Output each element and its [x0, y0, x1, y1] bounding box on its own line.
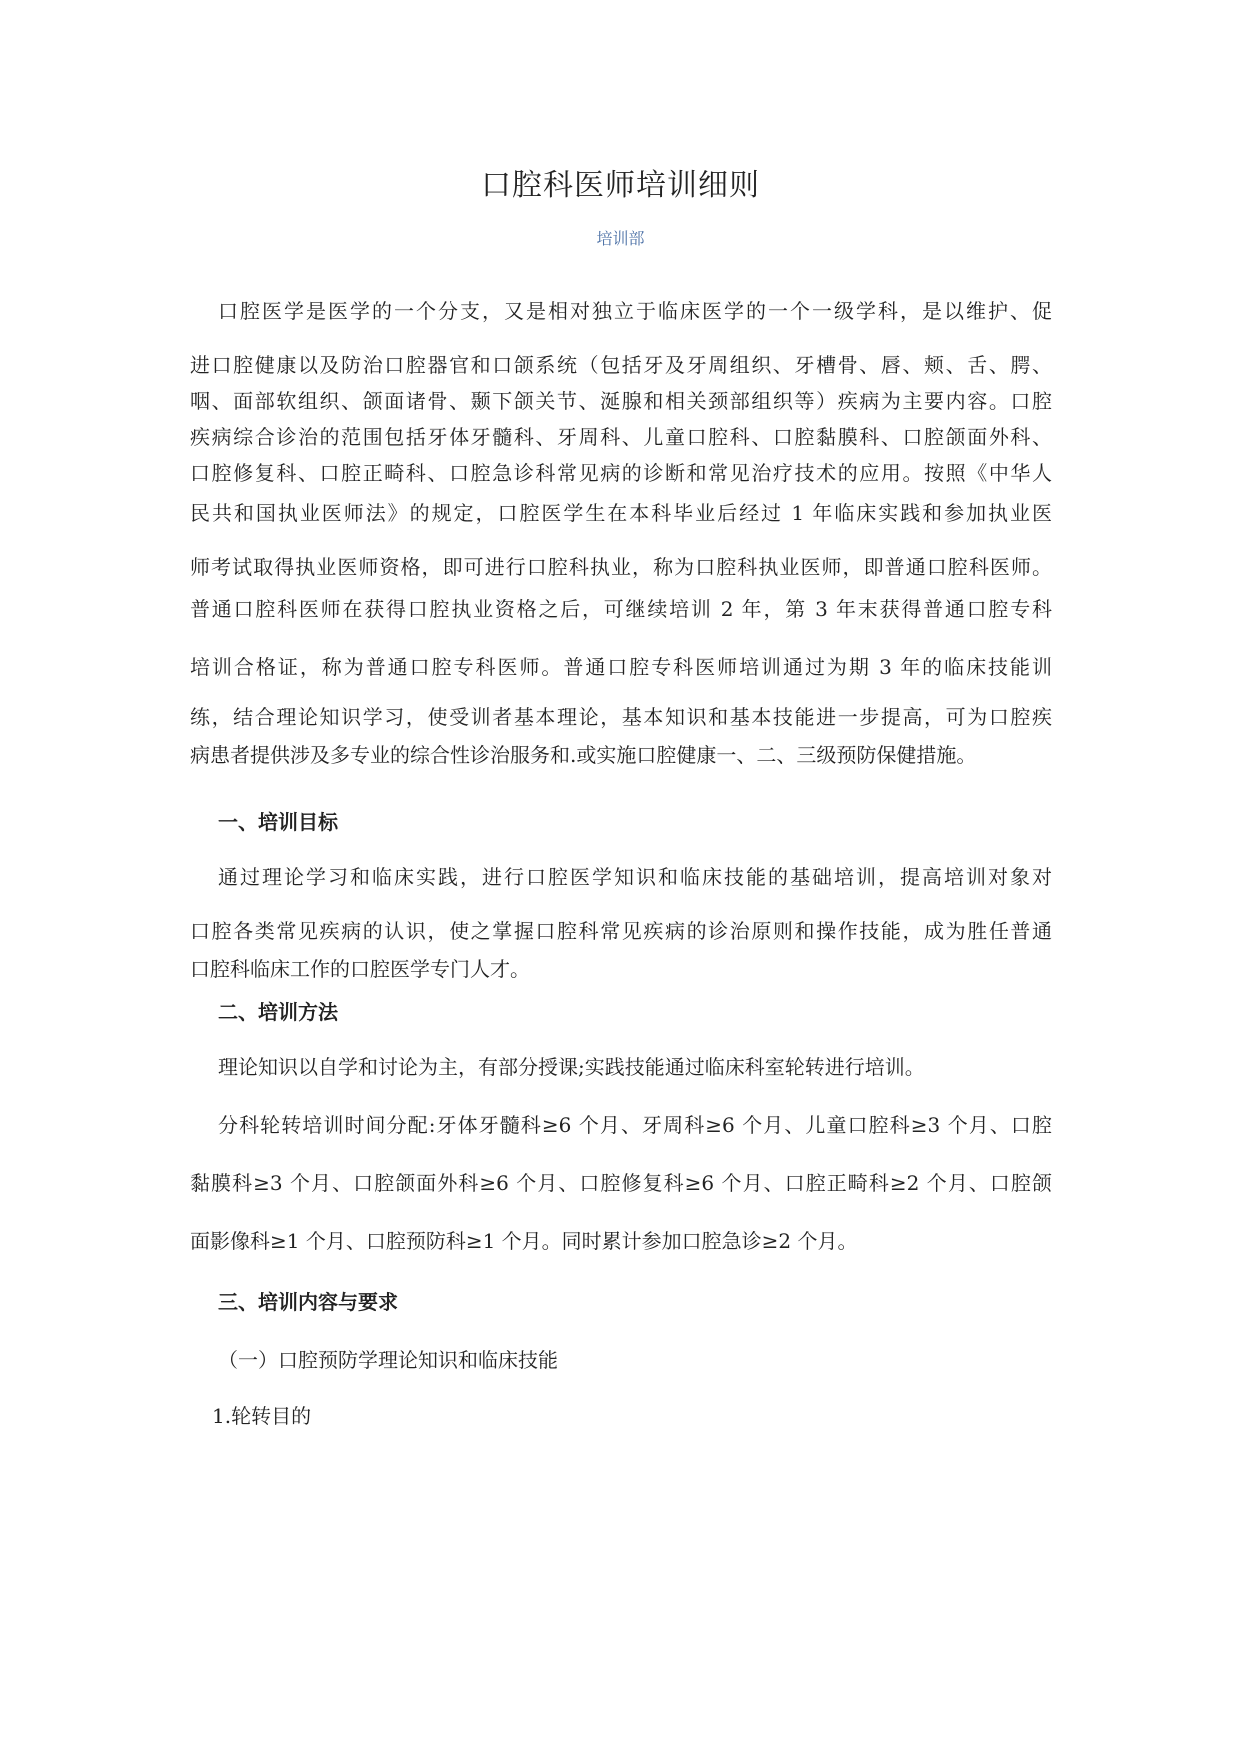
goals-line-2: 口腔各类常见疾病的认识，使之掌握口腔科常见疾病的诊治原则和操作技能，成为胜任普通 — [190, 919, 1052, 943]
goals-line-3: 口腔科临床工作的口腔医学专门人才。 — [190, 957, 530, 981]
goals-line-1: 通过理论学习和临床实践，进行口腔医学知识和临床技能的基础培训，提高培训对象对 — [218, 865, 1052, 889]
intro-line-7: 师考试取得执业医师资格，即可进行口腔科执业，称为口腔科执业医师，即普通口腔科医师。 — [190, 555, 1052, 579]
intro-line-3: 咽、面部软组织、颌面诸骨、颞下颌关节、涎腺和相关颈部组织等）疾病为主要内容。口腔 — [190, 389, 1052, 413]
document-author: 培训部 — [596, 229, 645, 248]
methods-para-1: 理论知识以自学和讨论为主，有部分授课;实践技能通过临床科室轮转进行培训。 — [218, 1055, 925, 1079]
section-heading-goals: 一、培训目标 — [218, 810, 338, 834]
methods-para-2-line-3: 面影像科≥1 个月、口腔预防科≥1 个月。同时累计参加口腔急诊≥2 个月。 — [190, 1229, 858, 1253]
intro-line-6: 民共和国执业医师法》的规定，口腔医学生在本科毕业后经过 1 年临床实践和参加执业医 — [190, 501, 1052, 525]
methods-para-2-line-1: 分科轮转培训时间分配:牙体牙髓科≥6 个月、牙周科≥6 个月、儿童口腔科≥3 个月、口腔 — [218, 1113, 1052, 1137]
intro-line-10: 练，结合理论知识学习，使受训者基本理论，基本知识和基本技能进一步提高，可为口腔疾 — [190, 705, 1052, 729]
intro-line-11: 病患者提供涉及多专业的综合性诊治服务和.或实施口腔健康一、二、三级预防保健措施。 — [190, 743, 977, 767]
intro-line-8: 普通口腔科医师在获得口腔执业资格之后，可继续培训 2 年，第 3 年末获得普通口腔专科 — [190, 597, 1052, 621]
section-heading-methods: 二、培训方法 — [218, 1000, 338, 1024]
subsection-heading: （一）口腔预防学理论知识和临床技能 — [218, 1348, 558, 1372]
intro-line-4: 疾病综合诊治的范围包括牙体牙髓科、牙周科、儿童口腔科、口腔黏膜科、口腔颌面外科、 — [190, 425, 1052, 449]
list-item-heading: 1.轮转目的 — [212, 1404, 312, 1428]
intro-line-2: 进口腔健康以及防治口腔器官和口颌系统（包括牙及牙周组织、牙槽骨、唇、颊、舌、腭、 — [190, 353, 1052, 377]
methods-para-2-line-2: 黏膜科≥3 个月、口腔颌面外科≥6 个月、口腔修复科≥6 个月、口腔正畸科≥2 个月、口腔颌 — [190, 1171, 1052, 1195]
document-title: 口腔科医师培训细则 — [481, 168, 760, 203]
intro-line-1: 口腔医学是医学的一个分支，又是相对独立于临床医学的一个一级学科，是以维护、促 — [218, 299, 1052, 323]
section-heading-content: 三、培训内容与要求 — [218, 1290, 398, 1314]
intro-line-5: 口腔修复科、口腔正畸科、口腔急诊科常见病的诊断和常见治疗技术的应用。按照《中华人 — [190, 461, 1052, 485]
intro-line-9: 培训合格证，称为普通口腔专科医师。普通口腔专科医师培训通过为期 3 年的临床技能训 — [190, 655, 1052, 679]
